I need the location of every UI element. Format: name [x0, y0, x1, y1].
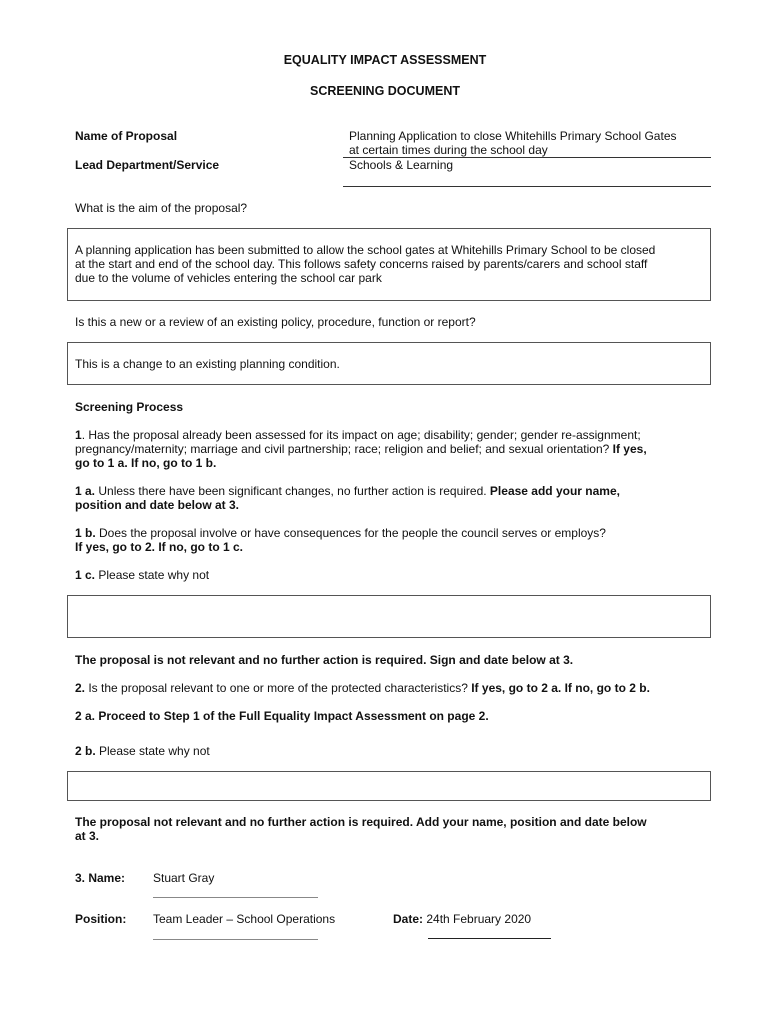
page-title: EQUALITY IMPACT ASSESSMENT — [283, 53, 487, 67]
review-question: Is this a new or a review of an existing policy, procedure, function or report? — [75, 315, 476, 329]
aim-line3: due to the volume of vehicles entering the school car park — [75, 271, 382, 285]
q1c-number: 1 c. — [75, 568, 96, 582]
aim-answer — [75, 243, 705, 285]
date-label: Date: — [393, 912, 424, 926]
position-value[interactable]: Team Leader – School Operations — [153, 912, 336, 926]
q1-text-a: . Has the proposal already been assessed for its impact on age; disability; gender; gender re-assignment; — [81, 428, 641, 442]
proposal-label: Name of Proposal — [75, 129, 178, 143]
dept-underline — [343, 186, 711, 187]
q1-number: 1 — [75, 428, 82, 442]
aim-question: What is the aim of the proposal? — [75, 201, 248, 215]
q1a-instruction: Please add your name, — [486, 484, 620, 498]
review-answer: This is a change to an existing planning condition. — [75, 357, 340, 371]
q2-text: Is the proposal relevant to one or more of the protected characteristics? — [85, 681, 468, 695]
q2-instruction: If yes, go to 2 a. If no, go to 2 b. — [467, 681, 650, 695]
q1c-text: Please state why not — [95, 568, 210, 582]
screening-heading: Screening Process — [75, 400, 184, 414]
proposal-value — [349, 129, 677, 157]
q2b-text: Please state why not — [95, 744, 210, 758]
q2b-answer-box[interactable] — [67, 771, 711, 801]
q2b-number: 2 b. — [75, 744, 96, 758]
q1-text-b: pregnancy/maternity; marriage and civil partnership; race; religion and belief; and sexual orientation? — [75, 442, 610, 456]
proposal-value-line2: at certain times during the school day — [349, 143, 548, 157]
question-1c — [75, 568, 705, 582]
aim-line2: at the start and end of the school day. This follows safety concerns raised by parents/carers and school staff — [75, 257, 648, 271]
question-2 — [75, 681, 705, 695]
page-subtitle: SCREENING DOCUMENT — [309, 84, 460, 98]
q1a-text: Unless there have been significant changes, no further action is required. — [95, 484, 487, 498]
not-relevant-1: The proposal is not relevant and no further action is required — [75, 653, 424, 667]
not-relevant-2c: at 3. — [75, 829, 100, 843]
question-1a — [75, 484, 705, 512]
question-1b — [75, 526, 705, 554]
aim-line1: A planning application has been submitted to allow the school gates at Whitehills Primary School to be closed — [75, 243, 656, 257]
question-1 — [75, 428, 705, 470]
date-value[interactable]: 24th February 2020 — [423, 912, 532, 926]
name-value[interactable]: Stuart Gray — [153, 871, 215, 885]
q1b-instruction: If yes, go to 2. If no, go to 1 c. — [75, 540, 244, 554]
q1-instruction-cont: go to 1 a. If no, go to 1 b. — [75, 456, 217, 470]
dept-value: Schools & Learning — [349, 158, 454, 172]
position-label: Position: — [75, 912, 127, 926]
q2-number: 2. — [75, 681, 86, 695]
question-2b — [75, 744, 705, 758]
name-label: 3. Name: — [75, 871, 126, 885]
not-relevant-note-2 — [75, 815, 705, 843]
not-relevant-note-1 — [75, 653, 705, 667]
date-underline — [428, 938, 551, 939]
q1b-number: 1 b. — [75, 526, 96, 540]
question-2a: 2 a. Proceed to Step 1 of the Full Equality Impact Assessment on page 2. — [75, 709, 489, 723]
q1a-instruction-cont: position and date below at 3. — [75, 498, 240, 512]
date-field — [393, 912, 531, 926]
position-underline — [153, 939, 318, 940]
q1-instruction: If yes, — [609, 442, 647, 456]
q1b-text: Does the proposal involve or have consequences for the people the council serves or employs? — [95, 526, 606, 540]
not-relevant-2a: The proposal not relevant and no further action is required — [75, 815, 410, 829]
name-underline — [153, 897, 318, 898]
q1c-answer-box[interactable] — [67, 595, 711, 638]
not-relevant-2b: . Add your name, position and date below — [409, 815, 647, 829]
q1a-number: 1 a. — [75, 484, 96, 498]
proposal-value-line1: Planning Application to close Whitehills Primary School Gates — [349, 129, 677, 143]
not-relevant-1b: . Sign and date below at 3. — [423, 653, 574, 667]
dept-label: Lead Department/Service — [75, 158, 220, 172]
